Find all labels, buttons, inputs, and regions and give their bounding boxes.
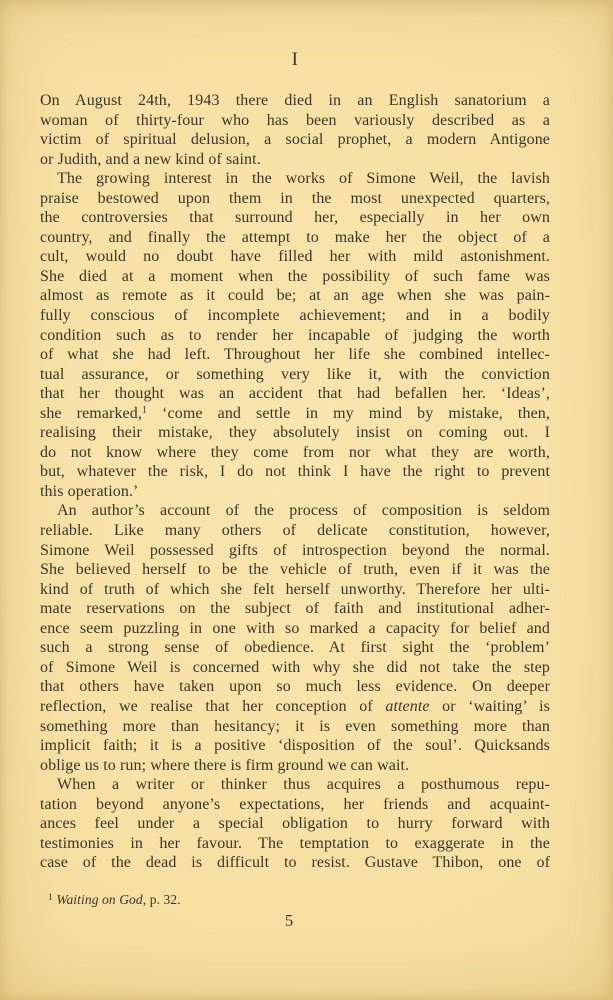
text-line: such a strong sense of obedience. At first sight the ‘problem’ (40, 639, 550, 657)
text-line: but, whatever the risk, I do not think I have the right to prevent (40, 463, 550, 481)
text-line: tation beyond anyone’s expectations, her friends and acquaint- (40, 795, 550, 813)
chapter-numeral: I (291, 49, 299, 70)
text-line: oblige us to run; where there is firm ground we can wait. (40, 756, 410, 774)
page-number: 5 (284, 911, 294, 930)
text-line: she remarked,$^1$ ‘come and settle in my mind by mistake, then, (40, 404, 550, 422)
text-line: of Simone Weil is concerned with why she did not take the step (40, 658, 550, 676)
text-line: fully conscious of incomplete achievement; and in a bodily (40, 307, 550, 325)
text-line: reflection, we realise that her conception of attente or ‘waiting’ is (40, 697, 551, 715)
text-line: mate reservations on the subject of faith and institutional adher- (40, 600, 550, 618)
text-line: woman of thirty-four who has been variously described as a (40, 111, 550, 129)
text-line: kind of truth of which she felt herself unworthy. Therefore her ulti- (40, 580, 550, 598)
paragraph (40, 501, 550, 775)
text-line: praise bestowed upon them in the most unexpected quarters, (40, 189, 550, 207)
text-line: When a writer or thinker thus acquires a posthumous repu- (57, 776, 550, 794)
text-line: testimonies in her favour. The temptation to exaggerate in the (40, 834, 550, 852)
text-line: that others have taken upon so much less evidence. On deeper (40, 678, 550, 696)
paragraph (40, 169, 550, 501)
text-line: Simone Weil possessed gifts of introspection beyond the normal. (40, 541, 550, 559)
text-line: cult, would no doubt have filled her with mild astonishment. (40, 248, 550, 266)
text-line: tual assurance, or something very like it, with the conviction (40, 365, 550, 383)
text-line: She believed herself to be the vehicle of truth, even if it was the (40, 561, 550, 579)
text-line: implicit faith; it is a positive ‘disposition of the soul’. Quicksands (40, 737, 550, 755)
text-line: the controversies that surround her, especially in her own (40, 209, 550, 227)
text-line: On August 24th, 1943 there died in an English sanatorium a (40, 92, 550, 109)
text-line: reliable. Like many others of delicate constitution, however, (40, 522, 550, 540)
text-line: almost as remote as it could be; at an age when she was pain- (40, 287, 550, 305)
text-line: She died at a moment when the possibility of such fame was (40, 267, 550, 285)
text-line: The growing interest in the works of Simone Weil, the lavish (57, 170, 550, 188)
text-line: condition such as to render her incapable of judging the worth (40, 326, 550, 344)
text-line: case of the dead is difficult to resist. Gustave Thibon, one of (40, 854, 550, 872)
text-line: victim of spiritual delusion, a social prophet, a modern Antigone (40, 131, 550, 149)
text-line: do not know where they come from nor what they are worth, (40, 443, 550, 461)
paragraph (40, 91, 550, 169)
text-line: of what she had left. Throughout her life she combined intellec- (40, 346, 550, 364)
text-line: ence seem puzzling in one with so marked a capacity for belief and (40, 619, 550, 637)
text-block (40, 91, 550, 873)
footnote-text: $^1$ Waiting on God, p. 32. (48, 892, 181, 907)
text-line: or Judith, and a new kind of saint. (40, 150, 261, 168)
text-line: something more than hesitancy; it is even something more than (40, 717, 550, 735)
text-line: country, and finally the attempt to make her the object of a (40, 228, 550, 246)
text-line: ances feel under a special obligation to hurry forward with (40, 815, 550, 833)
text-line: that her thought was an accident that had befallen her. ‘Ideas’, (40, 385, 550, 403)
footnote (48, 892, 181, 908)
paragraph (40, 775, 550, 873)
text-line: realising their mistake, they absolutely insist on coming out. I (40, 424, 550, 442)
text-line: An author’s account of the process of composition is seldom (57, 502, 550, 520)
text-line: this operation.’ (40, 482, 139, 500)
